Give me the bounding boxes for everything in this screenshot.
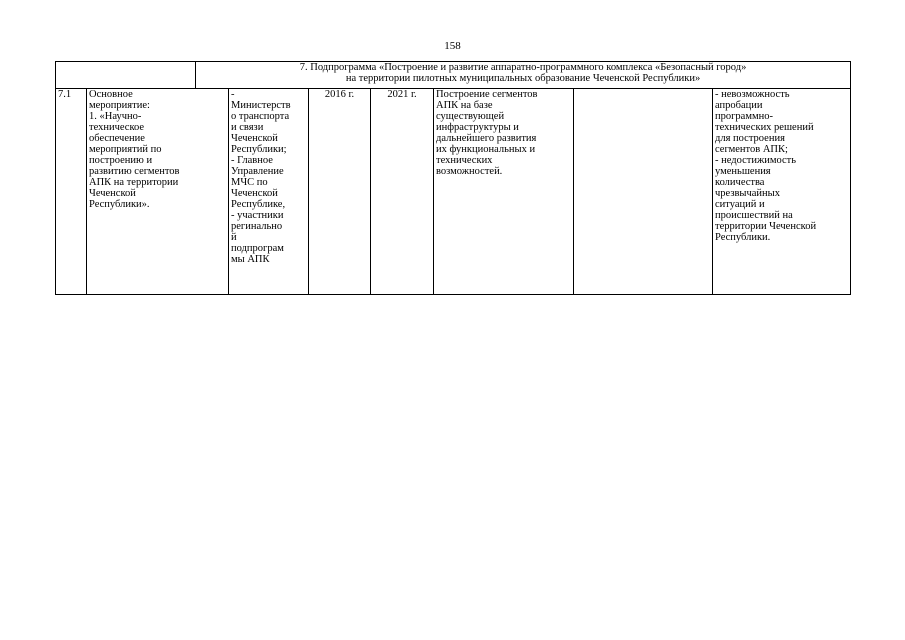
- subprogram-title-cell: [196, 62, 851, 89]
- page-number: 158: [444, 40, 461, 52]
- header-empty-cell: [56, 62, 196, 89]
- executors-cell: - Министерств о транспорта и связи Чеченской Республики; - Главное Управление МЧС по Чеченской Республике, - участники регинально й подпрограм мы АПК: [229, 89, 309, 295]
- empty-cell: [574, 89, 713, 295]
- row-number-cell: 7.1: [56, 89, 87, 295]
- table-row: [56, 89, 851, 295]
- result-cell: Построение сегментов АПК на базе существующей инфраструктуры и дальнейшего развития их функциональных и технических возможностей.: [434, 89, 574, 295]
- end-year-cell: 2021 г.: [371, 89, 434, 295]
- program-table: [55, 61, 851, 295]
- start-year-cell: 2016 г.: [309, 89, 371, 295]
- subprogram-header-row: [56, 62, 851, 89]
- activity-cell: Основное мероприятие: 1. «Научно- техническое обеспечение мероприятий по построению и развитию сегментов АПК на территории Чеченской Республики».: [87, 89, 229, 295]
- subprogram-title-line2: на территории пилотных муниципальных образование Чеченской Республики»: [345, 73, 701, 84]
- subprogram-title-line1: 7. Подпрограмма «Построение и развитие аппаратно-программного комплекса «Безопасный город»: [299, 62, 747, 73]
- risks-cell: - невозможность апробации программно- технических решений для построения сегментов АПК; - недостижимость уменьшения количества чрезвычайных ситуаций и происшествий на территории Чеченской Республики.: [713, 89, 851, 295]
